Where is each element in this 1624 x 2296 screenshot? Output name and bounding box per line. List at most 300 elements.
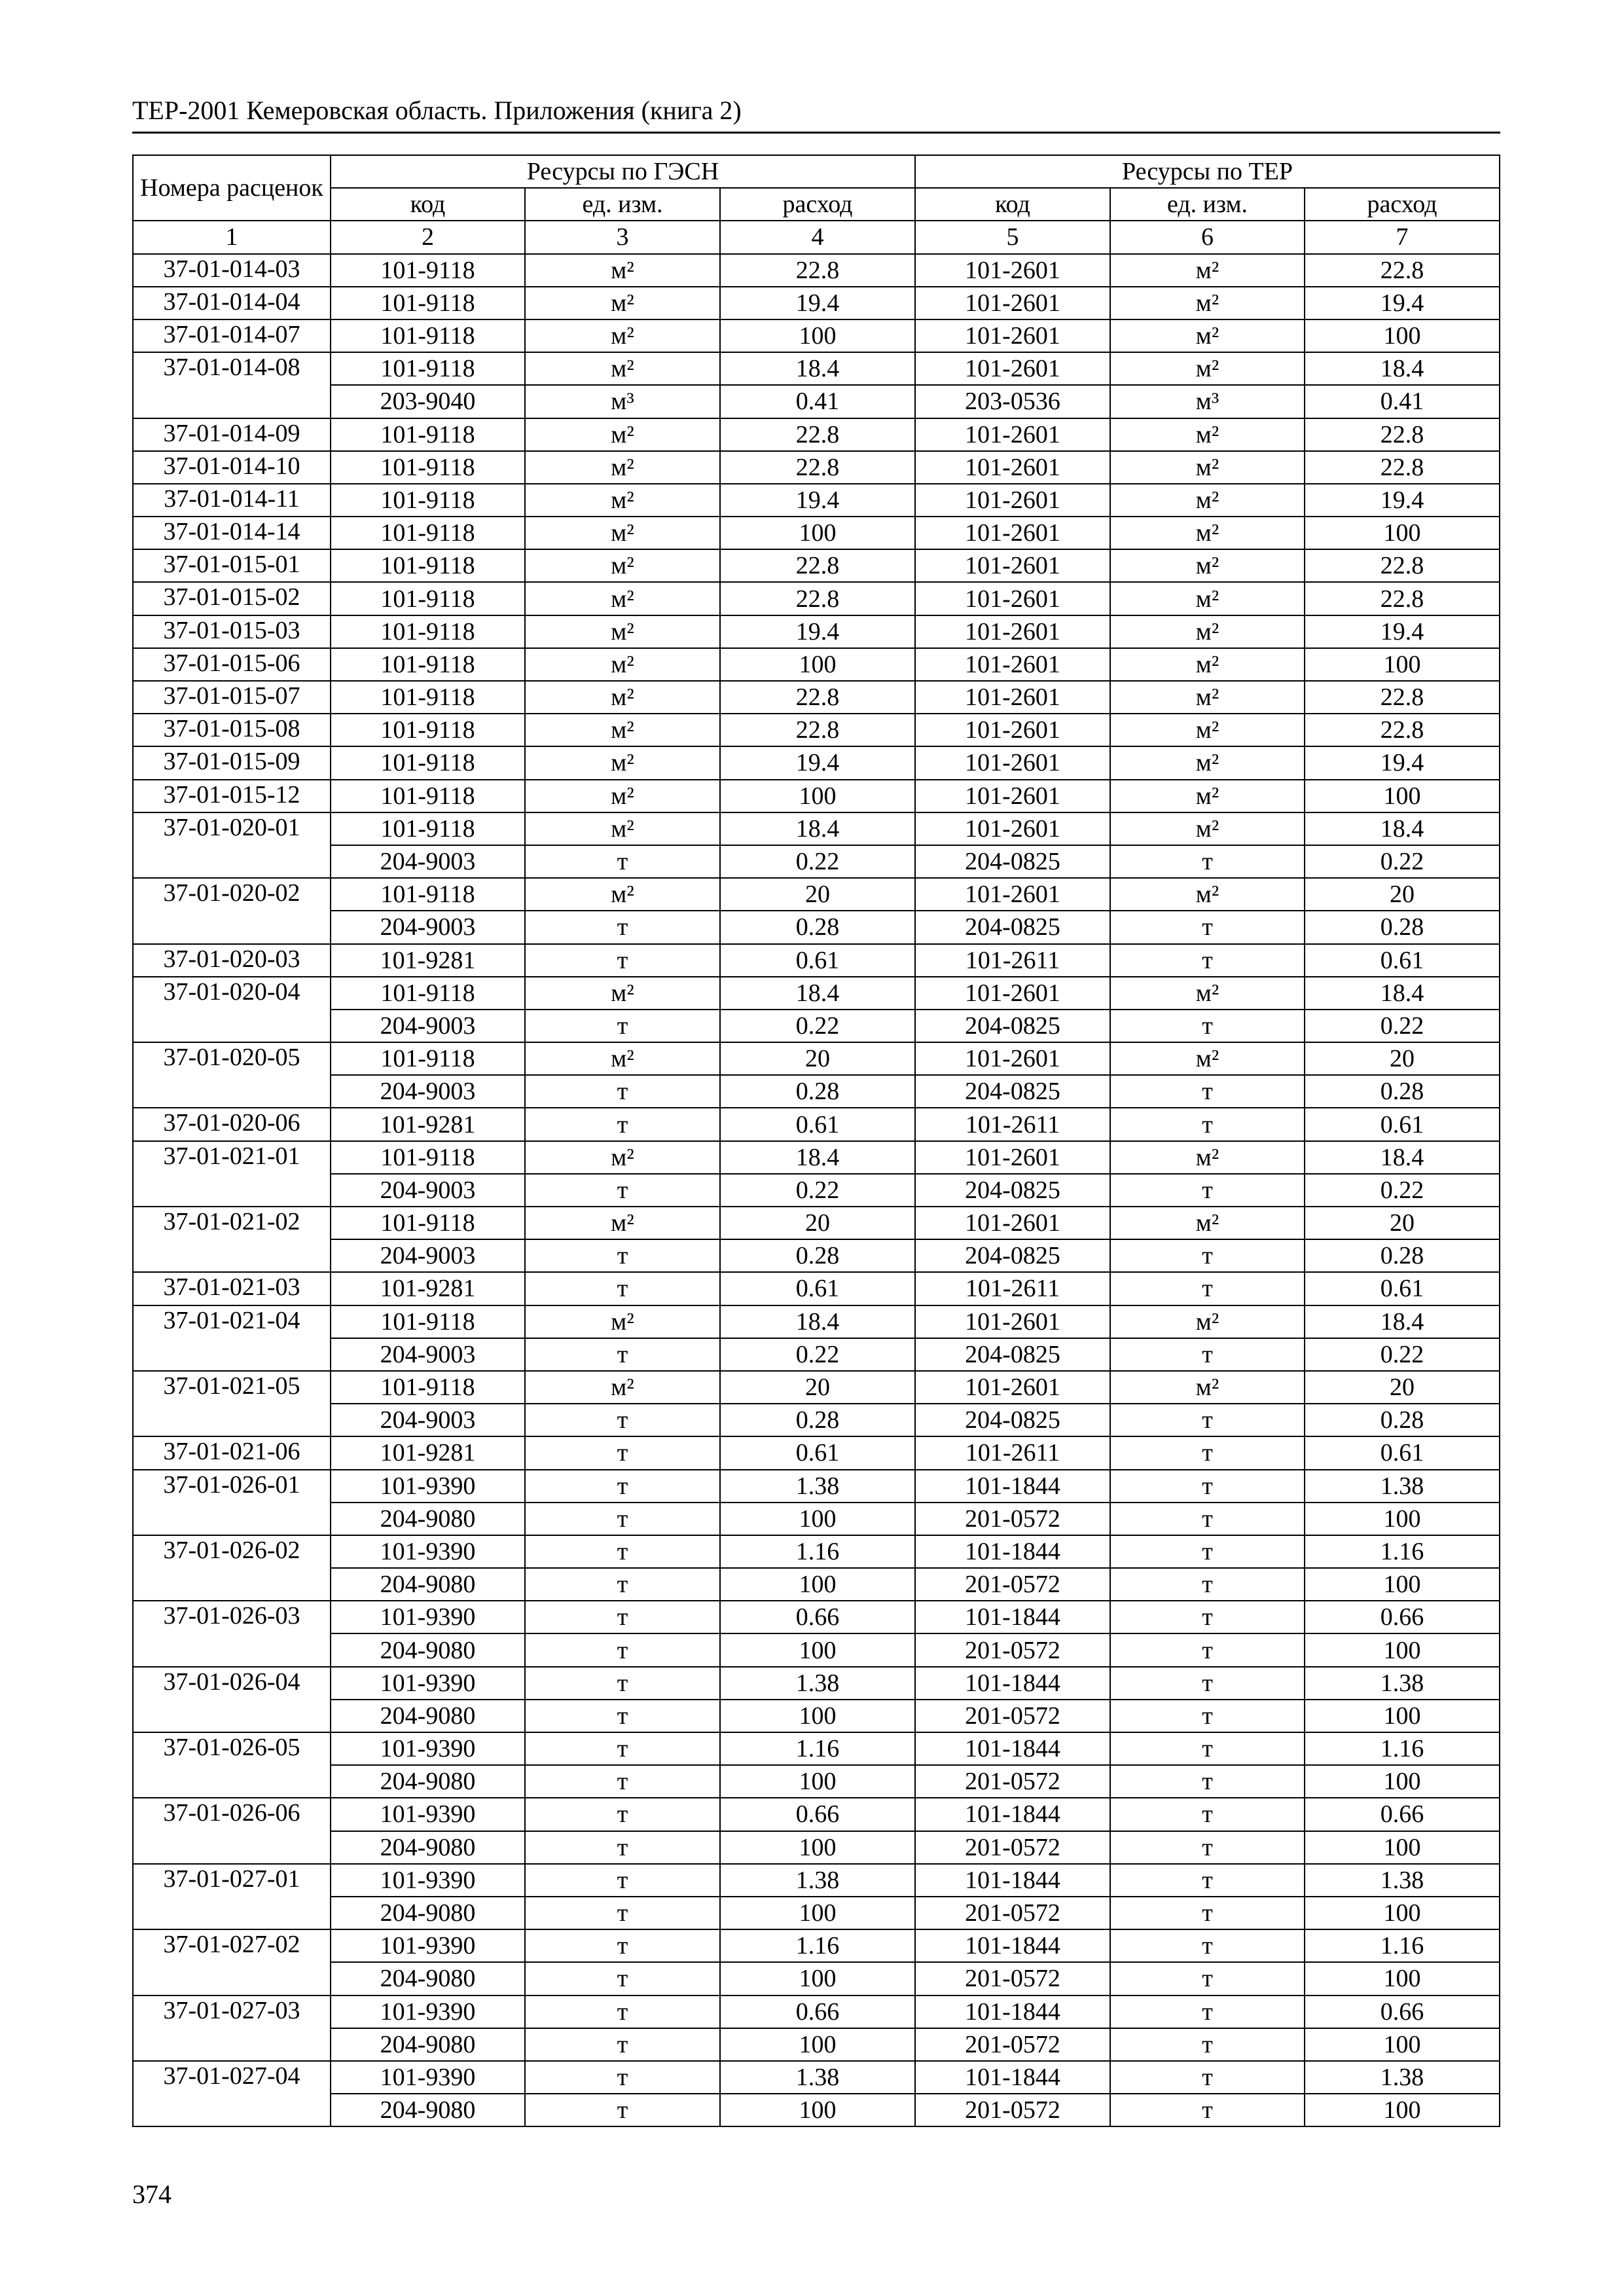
gesn-unit-cell: т (525, 1667, 720, 1700)
gesn-code-cell: 101-9118 (331, 549, 525, 582)
ter-consumption-cell: 1.38 (1305, 1470, 1500, 1503)
ter-consumption-cell: 100 (1305, 319, 1500, 352)
table-row (133, 780, 1500, 812)
table-row (133, 1239, 1500, 1272)
ter-code-cell: 201-0572 (915, 2094, 1110, 2126)
ter-consumption-cell: 20 (1305, 1371, 1500, 1404)
table-row (133, 1864, 1500, 1897)
table-row (133, 2028, 1500, 2061)
ter-code-cell: 101-1844 (915, 1798, 1110, 1831)
rate-number-cell: 37-01-014-03 (133, 254, 331, 287)
ter-code-cell: 201-0572 (915, 1962, 1110, 1995)
ter-consumption-cell: 22.8 (1305, 549, 1500, 582)
ter-unit-cell: м² (1110, 615, 1305, 648)
ter-consumption-cell: 0.66 (1305, 1798, 1500, 1831)
ter-code-cell: 101-2601 (915, 977, 1110, 1010)
ter-unit-cell: т (1110, 1010, 1305, 1042)
ter-unit-cell: т (1110, 1765, 1305, 1798)
gesn-consumption-cell: 0.61 (720, 1108, 915, 1140)
gesn-code-cell: 101-9390 (331, 1535, 525, 1568)
ter-unit-cell: т (1110, 1503, 1305, 1535)
rate-number-cell: 37-01-021-06 (133, 1436, 331, 1469)
ter-unit-cell: т (1110, 911, 1305, 943)
ter-unit-header: ед. изм. (1110, 188, 1305, 221)
ter-unit-cell: м² (1110, 714, 1305, 746)
gesn-consumption-cell: 100 (720, 2028, 915, 2061)
gesn-code-cell: 101-9118 (331, 780, 525, 812)
ter-code-cell: 101-2601 (915, 615, 1110, 648)
gesn-consumption-cell: 0.61 (720, 1436, 915, 1469)
gesn-unit-cell: м² (525, 1042, 720, 1075)
gesn-consumption-cell: 1.16 (720, 1929, 915, 1962)
gesn-consumption-cell: 100 (720, 1700, 915, 1732)
gesn-unit-cell: м² (525, 582, 720, 615)
gesn-unit-cell: т (525, 1765, 720, 1798)
ter-consumption-cell: 22.8 (1305, 714, 1500, 746)
ter-consumption-cell: 100 (1305, 1897, 1500, 1929)
rate-number-cell: 37-01-014-09 (133, 418, 331, 451)
ter-unit-cell: м² (1110, 780, 1305, 812)
ter-code-cell: 101-2601 (915, 319, 1110, 352)
gesn-consumption-cell: 100 (720, 1765, 915, 1798)
gesn-code-cell: 101-9118 (331, 352, 525, 385)
rate-number-cell: 37-01-027-03 (133, 1995, 331, 2061)
ter-code-cell: 101-2601 (915, 681, 1110, 714)
ter-consumption-cell: 1.38 (1305, 1667, 1500, 1700)
gesn-unit-cell: т (525, 1732, 720, 1765)
ter-consumption-cell: 100 (1305, 2028, 1500, 2061)
gesn-code-cell: 204-9080 (331, 1700, 525, 1732)
table-row (133, 1371, 1500, 1404)
gesn-code-cell: 101-9118 (331, 812, 525, 845)
gesn-unit-cell: м² (525, 878, 720, 911)
ter-code-cell: 101-1844 (915, 1535, 1110, 1568)
ter-unit-cell: м² (1110, 418, 1305, 451)
gesn-consumption-cell: 100 (720, 2094, 915, 2126)
ter-consumption-cell: 19.4 (1305, 746, 1500, 779)
gesn-unit-cell: м² (525, 549, 720, 582)
rate-number-cell: 37-01-015-03 (133, 615, 331, 648)
gesn-consumption-cell: 100 (720, 1897, 915, 1929)
gesn-unit-cell: м² (525, 287, 720, 319)
rate-number-cell: 37-01-015-09 (133, 746, 331, 779)
table-row (133, 1207, 1500, 1239)
table-row (133, 845, 1500, 878)
ter-unit-cell: т (1110, 1864, 1305, 1897)
ter-unit-cell: м² (1110, 812, 1305, 845)
ter-consumption-cell: 20 (1305, 878, 1500, 911)
gesn-unit-cell: м² (525, 352, 720, 385)
table-row (133, 1962, 1500, 1995)
table-row (133, 582, 1500, 615)
gesn-unit-cell: т (525, 1436, 720, 1469)
gesn-code-cell: 101-9281 (331, 944, 525, 977)
rate-number-cell: 37-01-015-01 (133, 549, 331, 582)
gesn-consumption-cell: 0.28 (720, 1075, 915, 1108)
rate-number-cell: 37-01-027-02 (133, 1929, 331, 1995)
ter-code-cell: 201-0572 (915, 1700, 1110, 1732)
ter-code-cell: 101-2601 (915, 648, 1110, 681)
ter-consumption-cell: 18.4 (1305, 977, 1500, 1010)
table-row (133, 944, 1500, 977)
gesn-code-cell: 204-9080 (331, 2028, 525, 2061)
rate-number-cell: 37-01-020-04 (133, 977, 331, 1042)
ter-unit-cell: т (1110, 1108, 1305, 1140)
ter-consumption-cell: 0.28 (1305, 1075, 1500, 1108)
ter-consumption-cell: 20 (1305, 1042, 1500, 1075)
gesn-code-cell: 204-9080 (331, 1897, 525, 1929)
table-row (133, 1929, 1500, 1962)
table-row (133, 1042, 1500, 1075)
ter-consumption-cell: 1.16 (1305, 1732, 1500, 1765)
ter-unit-cell: т (1110, 1929, 1305, 1962)
gesn-unit-cell: м² (525, 517, 720, 549)
table-row (133, 1404, 1500, 1436)
ter-code-cell: 101-2601 (915, 549, 1110, 582)
table-row (133, 517, 1500, 549)
ter-code-cell: 101-2601 (915, 714, 1110, 746)
gesn-code-cell: 204-9003 (331, 845, 525, 878)
ter-consumption-cell: 100 (1305, 1568, 1500, 1601)
ter-consumption-cell: 100 (1305, 1765, 1500, 1798)
rate-number-cell: 37-01-014-04 (133, 287, 331, 319)
rate-number-cell: 37-01-015-12 (133, 780, 331, 812)
rate-number-cell: 37-01-014-11 (133, 484, 331, 517)
ter-unit-cell: м² (1110, 1305, 1305, 1338)
ter-consumption-cell: 22.8 (1305, 254, 1500, 287)
column-number: 3 (525, 221, 720, 253)
ter-code-cell: 101-2601 (915, 1305, 1110, 1338)
table-row (133, 812, 1500, 845)
table-row (133, 1436, 1500, 1469)
gesn-unit-cell: т (525, 1470, 720, 1503)
table-row (133, 746, 1500, 779)
gesn-code-cell: 101-9281 (331, 1108, 525, 1140)
table-row (133, 1503, 1500, 1535)
ter-code-cell: 204-0825 (915, 845, 1110, 878)
ter-unit-cell: т (1110, 1174, 1305, 1207)
gesn-consumption-cell: 18.4 (720, 812, 915, 845)
gesn-code-cell: 101-9281 (331, 1436, 525, 1469)
gesn-consumption-cell: 100 (720, 1831, 915, 1864)
table-row (133, 1667, 1500, 1700)
ter-code-cell: 204-0825 (915, 1075, 1110, 1108)
ter-code-cell: 101-2601 (915, 582, 1110, 615)
gesn-unit-cell: т (525, 1864, 720, 1897)
table-row (133, 1075, 1500, 1108)
ter-unit-cell: т (1110, 1831, 1305, 1864)
gesn-code-cell: 101-9390 (331, 1667, 525, 1700)
ter-consumption-cell: 100 (1305, 1831, 1500, 1864)
table-row (133, 1470, 1500, 1503)
gesn-consumption-cell: 0.22 (720, 845, 915, 878)
ter-consumption-cell: 0.41 (1305, 385, 1500, 418)
ter-code-cell: 101-1844 (915, 1601, 1110, 1633)
gesn-unit-cell: м² (525, 319, 720, 352)
ter-consumption-cell: 100 (1305, 517, 1500, 549)
gesn-unit-cell: т (525, 1338, 720, 1371)
gesn-code-cell: 204-9080 (331, 1633, 525, 1666)
table-row (133, 1831, 1500, 1864)
gesn-code-cell: 101-9390 (331, 1798, 525, 1831)
ter-code-cell: 101-1844 (915, 1929, 1110, 1962)
ter-consumption-cell: 100 (1305, 780, 1500, 812)
gesn-consumption-cell: 0.66 (720, 1601, 915, 1633)
gesn-unit-cell: м² (525, 714, 720, 746)
gesn-unit-cell: м² (525, 977, 720, 1010)
ter-code-cell: 101-2601 (915, 484, 1110, 517)
table-row (133, 549, 1500, 582)
ter-resources-header: Ресурсы по ТЕР (915, 155, 1500, 188)
gesn-consumption-cell: 0.61 (720, 1272, 915, 1305)
ter-consumption-cell: 100 (1305, 648, 1500, 681)
gesn-consumption-cell: 100 (720, 1568, 915, 1601)
ter-unit-cell: м² (1110, 977, 1305, 1010)
ter-consumption-cell: 100 (1305, 1633, 1500, 1666)
rate-number-cell: 37-01-026-01 (133, 1470, 331, 1535)
table-row (133, 2094, 1500, 2126)
gesn-code-cell: 101-9118 (331, 451, 525, 484)
table-row (133, 878, 1500, 911)
gesn-unit-cell: м² (525, 812, 720, 845)
gesn-unit-cell: т (525, 1174, 720, 1207)
ter-code-cell: 101-1844 (915, 1864, 1110, 1897)
ter-code-cell: 101-2611 (915, 1436, 1110, 1469)
gesn-consumption-cell: 19.4 (720, 746, 915, 779)
ter-code-cell: 101-2601 (915, 1042, 1110, 1075)
ter-unit-cell: м² (1110, 1207, 1305, 1239)
ter-unit-cell: т (1110, 1601, 1305, 1633)
ter-code-cell: 101-1844 (915, 1995, 1110, 2028)
gesn-unit-cell: т (525, 1568, 720, 1601)
ter-consumption-cell: 19.4 (1305, 615, 1500, 648)
column-number: 1 (133, 221, 331, 253)
gesn-code-cell: 204-9080 (331, 1765, 525, 1798)
ter-consumption-cell: 0.28 (1305, 911, 1500, 943)
ter-code-cell: 101-2601 (915, 746, 1110, 779)
ter-consumption-cell: 19.4 (1305, 287, 1500, 319)
ter-unit-cell: т (1110, 1962, 1305, 1995)
table-row (133, 1108, 1500, 1140)
table-row (133, 714, 1500, 746)
gesn-code-cell: 101-9118 (331, 746, 525, 779)
ter-consumption-cell: 0.22 (1305, 845, 1500, 878)
gesn-code-cell: 101-9118 (331, 648, 525, 681)
table-row (133, 1010, 1500, 1042)
ter-unit-cell: т (1110, 1338, 1305, 1371)
gesn-unit-cell: м² (525, 484, 720, 517)
ter-consumption-cell: 100 (1305, 2094, 1500, 2126)
gesn-consumption-cell: 0.28 (720, 1239, 915, 1272)
gesn-consumption-cell: 100 (720, 1633, 915, 1666)
gesn-code-cell: 101-9390 (331, 1470, 525, 1503)
gesn-unit-cell: м² (525, 615, 720, 648)
gesn-code-cell: 101-9390 (331, 1995, 525, 2028)
gesn-unit-header: ед. изм. (525, 188, 720, 221)
ter-unit-cell: м² (1110, 746, 1305, 779)
ter-unit-cell: т (1110, 1075, 1305, 1108)
ter-code-cell: 101-2601 (915, 451, 1110, 484)
table-row (133, 385, 1500, 418)
gesn-code-cell: 101-9118 (331, 878, 525, 911)
rate-number-cell: 37-01-015-02 (133, 582, 331, 615)
gesn-unit-cell: м² (525, 1305, 720, 1338)
rate-numbers-header: Номера расценок (133, 155, 331, 221)
table-row (133, 451, 1500, 484)
ter-unit-cell: т (1110, 1568, 1305, 1601)
table-row (133, 648, 1500, 681)
gesn-unit-cell: м² (525, 1207, 720, 1239)
rate-number-cell: 37-01-026-04 (133, 1667, 331, 1732)
gesn-code-cell: 101-9390 (331, 2061, 525, 2094)
gesn-code-cell: 204-9080 (331, 1503, 525, 1535)
gesn-unit-cell: т (525, 2094, 720, 2126)
ter-code-cell: 101-2601 (915, 352, 1110, 385)
gesn-consumption-cell: 100 (720, 517, 915, 549)
gesn-consumption-cell: 1.38 (720, 1864, 915, 1897)
gesn-unit-cell: м² (525, 1371, 720, 1404)
gesn-consumption-cell: 22.8 (720, 582, 915, 615)
table-row (133, 1995, 1500, 2028)
gesn-unit-cell: м² (525, 1141, 720, 1174)
gesn-code-cell: 204-9080 (331, 2094, 525, 2126)
ter-unit-cell: м² (1110, 681, 1305, 714)
ter-code-cell: 201-0572 (915, 1568, 1110, 1601)
gesn-consumption-cell: 0.28 (720, 1404, 915, 1436)
gesn-unit-cell: т (525, 1535, 720, 1568)
gesn-unit-cell: т (525, 1010, 720, 1042)
gesn-consumption-cell: 100 (720, 319, 915, 352)
ter-unit-cell: т (1110, 1436, 1305, 1469)
ter-unit-cell: м² (1110, 582, 1305, 615)
column-number: 5 (915, 221, 1110, 253)
gesn-code-cell: 101-9118 (331, 287, 525, 319)
gesn-consumption-cell: 100 (720, 1503, 915, 1535)
rate-number-cell: 37-01-020-01 (133, 812, 331, 878)
rate-number-cell: 37-01-027-04 (133, 2061, 331, 2126)
ter-unit-cell: т (1110, 1995, 1305, 2028)
gesn-unit-cell: т (525, 2061, 720, 2094)
ter-code-cell: 101-2601 (915, 287, 1110, 319)
ter-unit-cell: т (1110, 1798, 1305, 1831)
page-header: ТЕР-2001 Кемеровская область. Приложения (книга 2) (132, 94, 1500, 134)
ter-consumption-cell: 0.61 (1305, 1108, 1500, 1140)
ter-consumption-cell: 22.8 (1305, 582, 1500, 615)
ter-code-cell: 204-0825 (915, 1404, 1110, 1436)
gesn-unit-cell: м³ (525, 385, 720, 418)
gesn-code-cell: 204-9080 (331, 1831, 525, 1864)
gesn-code-header: код (331, 188, 525, 221)
ter-code-header: код (915, 188, 1110, 221)
ter-code-cell: 204-0825 (915, 1174, 1110, 1207)
ter-consumption-cell: 0.61 (1305, 1436, 1500, 1469)
gesn-unit-cell: т (525, 1633, 720, 1666)
table-header (133, 155, 1500, 254)
ter-unit-cell: м² (1110, 878, 1305, 911)
rate-number-cell: 37-01-015-07 (133, 681, 331, 714)
ter-code-cell: 101-2601 (915, 1371, 1110, 1404)
rate-number-cell: 37-01-020-05 (133, 1042, 331, 1108)
gesn-code-cell: 204-9003 (331, 1010, 525, 1042)
gesn-consumption-cell: 0.22 (720, 1010, 915, 1042)
ter-consumption-cell: 1.16 (1305, 1929, 1500, 1962)
ter-code-cell: 201-0572 (915, 1765, 1110, 1798)
gesn-code-cell: 101-9118 (331, 517, 525, 549)
rate-number-cell: 37-01-026-05 (133, 1732, 331, 1798)
rate-number-cell: 37-01-026-03 (133, 1601, 331, 1666)
table-row (133, 681, 1500, 714)
rate-number-cell: 37-01-026-02 (133, 1535, 331, 1601)
gesn-consumption-cell: 22.8 (720, 549, 915, 582)
ter-unit-cell: м² (1110, 648, 1305, 681)
ter-unit-cell: м² (1110, 451, 1305, 484)
gesn-unit-cell: т (525, 1108, 720, 1140)
table-row (133, 1305, 1500, 1338)
gesn-consumption-cell: 20 (720, 878, 915, 911)
ter-consumption-cell: 19.4 (1305, 484, 1500, 517)
ter-code-cell: 201-0572 (915, 1831, 1110, 1864)
gesn-code-cell: 101-9390 (331, 1929, 525, 1962)
ter-consumption-cell: 0.28 (1305, 1404, 1500, 1436)
table-row (133, 1601, 1500, 1633)
ter-code-cell: 101-2611 (915, 1272, 1110, 1305)
ter-consumption-cell: 0.61 (1305, 944, 1500, 977)
ter-code-cell: 101-2611 (915, 944, 1110, 977)
ter-consumption-cell: 0.61 (1305, 1272, 1500, 1305)
gesn-code-cell: 101-9118 (331, 1042, 525, 1075)
gesn-unit-cell: м² (525, 648, 720, 681)
gesn-code-cell: 101-9118 (331, 1141, 525, 1174)
rate-number-cell: 37-01-021-02 (133, 1207, 331, 1272)
gesn-code-cell: 101-9118 (331, 254, 525, 287)
gesn-consumption-cell: 0.28 (720, 911, 915, 943)
gesn-consumption-cell: 22.8 (720, 714, 915, 746)
gesn-code-cell: 204-9003 (331, 1174, 525, 1207)
gesn-unit-cell: т (525, 1798, 720, 1831)
ter-unit-cell: м² (1110, 352, 1305, 385)
gesn-code-cell: 101-9118 (331, 681, 525, 714)
gesn-unit-cell: т (525, 1601, 720, 1633)
table-row (133, 254, 1500, 287)
gesn-consumption-cell: 1.38 (720, 1667, 915, 1700)
gesn-code-cell: 101-9390 (331, 1732, 525, 1765)
rate-number-cell: 37-01-021-04 (133, 1305, 331, 1371)
table-row (133, 911, 1500, 943)
ter-code-cell: 201-0572 (915, 1503, 1110, 1535)
table-row (133, 1272, 1500, 1305)
column-number-row (133, 221, 1500, 253)
gesn-unit-cell: т (525, 1700, 720, 1732)
ter-unit-cell: т (1110, 1700, 1305, 1732)
gesn-consumption-cell: 22.8 (720, 254, 915, 287)
ter-code-cell: 201-0572 (915, 1633, 1110, 1666)
rate-number-cell: 37-01-014-14 (133, 517, 331, 549)
ter-unit-cell: т (1110, 2028, 1305, 2061)
ter-unit-cell: т (1110, 1272, 1305, 1305)
ter-unit-cell: т (1110, 1535, 1305, 1568)
ter-code-cell: 101-2601 (915, 812, 1110, 845)
ter-unit-cell: м² (1110, 1042, 1305, 1075)
gesn-consumption-cell: 0.22 (720, 1338, 915, 1371)
gesn-code-cell: 101-9118 (331, 714, 525, 746)
ter-code-cell: 201-0572 (915, 2028, 1110, 2061)
ter-consumption-cell: 1.16 (1305, 1535, 1500, 1568)
ter-unit-cell: м² (1110, 254, 1305, 287)
ter-code-cell: 101-2611 (915, 1108, 1110, 1140)
ter-consumption-cell: 22.8 (1305, 451, 1500, 484)
rate-number-cell: 37-01-020-03 (133, 944, 331, 977)
gesn-consumption-cell: 0.22 (720, 1174, 915, 1207)
